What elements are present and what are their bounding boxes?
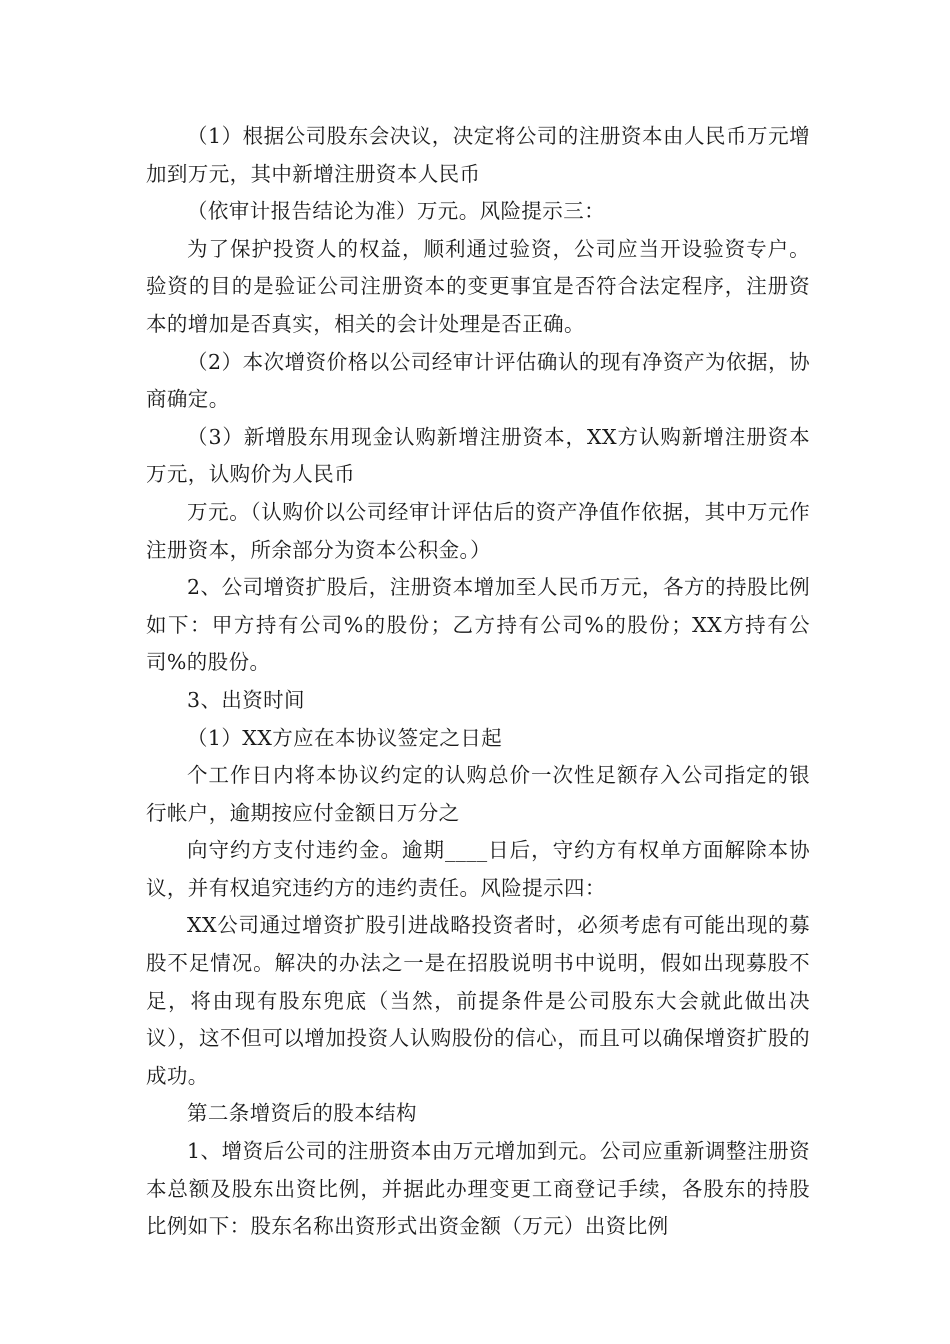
paragraph-article-two-heading: 第二条增资后的股本结构 (187, 1101, 417, 1126)
paragraph-heading-contribution-time: 3、出资时间 (187, 687, 305, 712)
paragraph-undersubscription-risk: XX公司通过增资扩股引进战略投资者时，必须考虑有可能出现的募股不足情况。解决的办法之一是在招股说明书中说明，假如出现募股不足，将由现有股东兜底（当然，前提条件是公司股东大会就此做出决议），这不但可以增加投资人认购股份的信心，而且可以确保增资扩股的成功。 (146, 913, 810, 1088)
document-body (146, 118, 810, 1246)
paragraph-payment-start: （1）XX方应在本协议签定之日起 (187, 725, 503, 750)
paragraph-verification-account: 为了保护投资人的权益，顺利通过验资，公司应当开设验资专户。验资的目的是验证公司注册资本的变更事宜是否符合法定程序，注册资本的增加是否真实，相关的会计处理是否正确。 (146, 236, 810, 336)
paragraph-pricing-basis: （2）本次增资价格以公司经审计评估确认的现有净资产为依据，协商确定。 (146, 349, 810, 412)
paragraph-post-increase-structure: 1、增资后公司的注册资本由万元增加到元。公司应重新调整注册资本总额及股东出资比例，并据此办理变更工商登记手续，各股东的持股比例如下：股东名称出资形式出资金额（万元）出资比例 (146, 1139, 810, 1239)
paragraph-capital-increase-resolution: （1）根据公司股东会决议，决定将公司的注册资本由人民币万元增加到万元，其中新增注册资本人民币 (146, 124, 810, 186)
paragraph-payment-deadline: 个工作日内将本协议约定的认购总价一次性足额存入公司指定的银行帐户，逾期按应付金额日万分之 (146, 763, 810, 825)
paragraph-audit-basis: （依审计报告结论为准）万元。风险提示三： (187, 199, 605, 224)
paragraph-subscription-price-note: 万元。（认购价以公司经审计评估后的资产净值作依据，其中万元作注册资本，所余部分为资本公积金。） (146, 499, 810, 562)
paragraph-new-shareholder-subscription: （3）新增股东用现金认购新增注册资本，XX方认购新增注册资本万元，认购价为人民币 (146, 424, 810, 487)
paragraph-shareholding-ratio: 2、公司增资扩股后，注册资本增加至人民币万元，各方的持股比例如下：甲方持有公司%的股份；乙方持有公司%的股份；XX方持有公司%的股份。 (146, 575, 810, 675)
paragraph-breach-penalty: 向守约方支付违约金。逾期____日后，守约方有权单方面解除本协议，并有权追究违约方的违约责任。风险提示四： (146, 838, 810, 900)
